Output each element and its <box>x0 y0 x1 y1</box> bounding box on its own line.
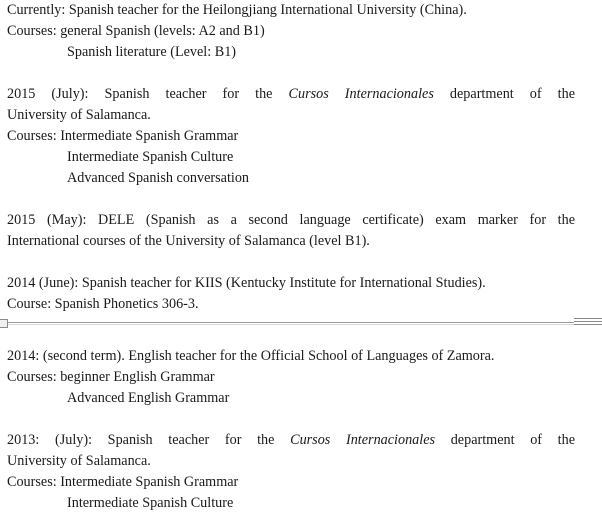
course-item: Spanish literature (Level: B1) <box>67 44 237 60</box>
entry-text: 2015 (July): Spanish teacher for the <box>7 86 289 102</box>
cursos-2015-line <box>7 84 575 105</box>
department-name-italic: Cursos Internacionales <box>288 86 434 102</box>
kiis-2014-course-line: Course: Spanish Phonetics 306-3. <box>7 296 199 312</box>
page-break-line-shadow <box>8 324 574 325</box>
department-name-italic: Cursos Internacionales <box>290 432 436 448</box>
course-item: Intermediate Spanish Grammar <box>60 474 239 490</box>
document-page-top <box>7 0 575 315</box>
courses-label: Courses: <box>7 128 57 144</box>
document-page-bottom <box>7 346 575 514</box>
entry-text: 2013: (July): Spanish teacher for the <box>7 432 291 448</box>
courses-label: Courses: <box>7 23 57 39</box>
course-item: general Spanish (levels: A2 and B1) <box>60 23 265 39</box>
current-position-line: Currently: Spanish teacher for the Heilongjiang International University (China). <box>7 2 467 18</box>
course-item: Intermediate Spanish Culture <box>67 149 234 165</box>
spacer <box>7 189 575 210</box>
page-break-separator[interactable] <box>0 318 602 328</box>
current-courses-line <box>7 21 575 42</box>
zamora-2014-courses-line <box>7 367 575 388</box>
cursos-2015-courses-line <box>7 126 575 147</box>
course-item: Advanced Spanish conversation <box>67 170 250 186</box>
course-item: Intermediate Spanish Grammar <box>60 128 239 144</box>
course-item: Intermediate Spanish Culture <box>67 495 234 511</box>
cursos-2013-courses-line <box>7 472 575 493</box>
page-break-handle-icon[interactable] <box>574 318 602 327</box>
entry-text: department of the <box>433 86 576 102</box>
course-item: beginner English Grammar <box>60 369 215 385</box>
kiis-2014-line: 2014 (June): Spanish teacher for KIIS (Kentucky Institute for International Studies). <box>7 275 486 291</box>
dele-2015-line2: International courses of the University of Salamanca (level B1). <box>7 233 370 249</box>
page-break-line <box>8 322 574 323</box>
courses-label: Courses: <box>7 474 57 490</box>
cursos-2013-line2: University of Salamanca. <box>7 453 151 469</box>
courses-label: Courses: <box>7 369 57 385</box>
cursos-2015-line2: University of Salamanca. <box>7 107 151 123</box>
entry-text: department of the <box>435 432 576 448</box>
course-item: Advanced English Grammar <box>67 390 230 406</box>
spacer <box>7 63 575 84</box>
zamora-2014-line: 2014: (second term). English teacher for the Official School of Languages of Zamora. <box>7 348 495 364</box>
spacer <box>7 409 575 430</box>
cursos-2013-line <box>7 430 575 451</box>
spacer <box>7 252 575 273</box>
page-break-left-marker <box>0 319 8 328</box>
dele-2015-line: 2015 (May): DELE (Spanish as a second language certificate) exam marker for the <box>7 212 575 228</box>
